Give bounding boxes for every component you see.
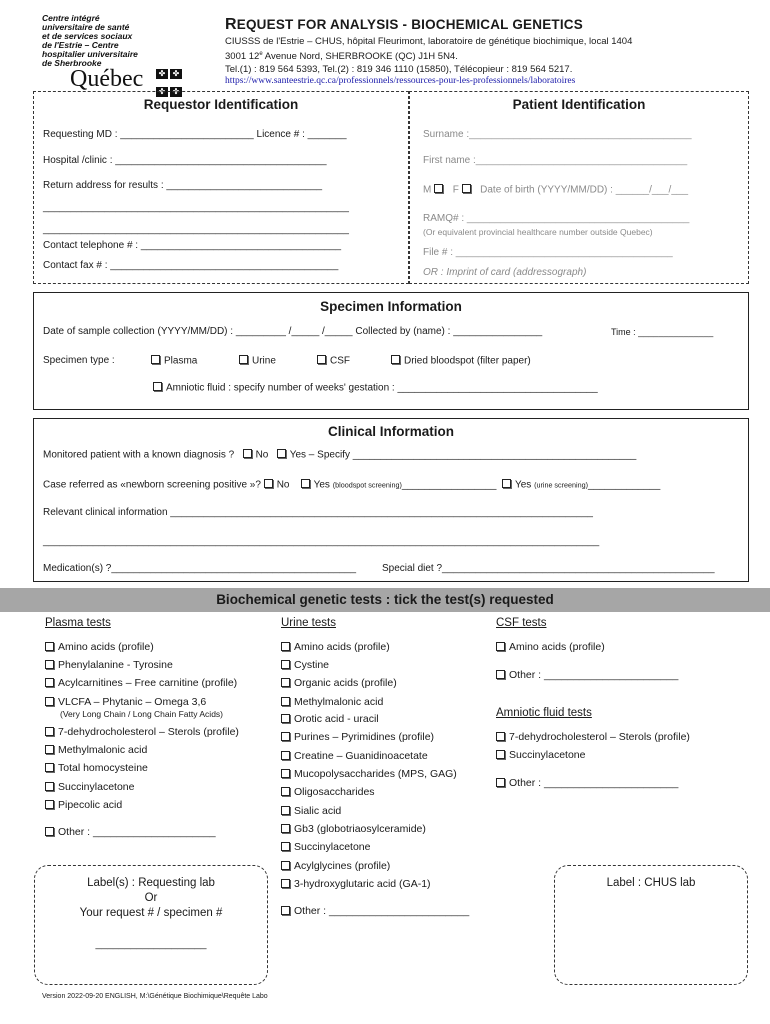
specimen-dried-bloodspot-option[interactable]: Dried bloodspot (filter paper) (391, 355, 531, 367)
logo-line: hospitalier universitaire (42, 49, 138, 59)
file-number-field[interactable]: File # : _______________________________________ (423, 247, 673, 258)
vlcfa-note: (Very Long Chain / Long Chain Fatty Acids) (60, 709, 224, 719)
lab-phone-line: Tel.(1) : 819 564 5393, Tel.(2) : 819 346 1110 (15850), Télécopieur : 819 564 5217. (225, 64, 573, 75)
checkbox-icon[interactable] (281, 751, 290, 760)
medication-field[interactable]: Medication(s) ?____________________________________________ (43, 563, 357, 574)
amniotic-test-option[interactable]: Succinylacetone (496, 749, 585, 761)
urine-tests-header: Urine tests (281, 617, 336, 629)
checkbox-icon[interactable] (281, 906, 290, 915)
plasma-test-option[interactable]: Pipecolic acid (45, 799, 122, 811)
sex-f-label: F (452, 184, 459, 196)
specimen-urine-option[interactable]: Urine (239, 355, 276, 367)
specimen-title: Specimen Information (320, 299, 462, 314)
sex-dob-row (423, 184, 688, 196)
referred-yes-urine-checkbox[interactable] (502, 479, 511, 488)
referred-no-checkbox[interactable] (264, 479, 273, 488)
checkbox-icon[interactable] (496, 778, 505, 787)
collection-date-field[interactable]: Date of sample collection (YYYY/MM/DD) : _________ /_____ /_____ Collected by (name) : ________________ (43, 326, 543, 337)
fleur-de-lys-icon: ✤ ✤ ✤ ✤ (156, 63, 186, 99)
urine-test-option[interactable]: Sialic acid (281, 805, 341, 817)
relevant-clinical-field[interactable]: Relevant clinical information ____________________________________________________________________________ (43, 507, 593, 518)
requestor-title: Requestor Identification (143, 97, 299, 112)
surname-field[interactable]: Surname :________________________________________ (423, 129, 692, 140)
checkbox-icon[interactable] (153, 382, 162, 391)
checkbox-icon[interactable] (45, 800, 54, 809)
checkbox-icon[interactable] (151, 355, 160, 364)
ramq-note: (Or equivalent provincial healthcare number outside Quebec) (423, 227, 653, 237)
urine-test-option[interactable]: Creatine – Guanidinoacetate (281, 750, 428, 762)
requesting-md-field[interactable]: Requesting MD : ________________________ Licence # : _______ (43, 129, 347, 140)
checkbox-icon[interactable] (496, 732, 505, 741)
lab-address-line2: 3001 12e Avenue Nord, SHERBROOKE (QC) J1H 5N4. (225, 51, 458, 63)
bloodspot-note: (bloodspot screening) (332, 480, 402, 490)
checkbox-icon[interactable] (45, 660, 54, 669)
checkbox-icon[interactable] (281, 678, 290, 687)
yes-specify-field[interactable]: Yes – Specify ___________________________________________________ (289, 449, 637, 461)
plasma-test-option[interactable]: Total homocysteine (45, 762, 148, 774)
urine-test-option[interactable]: Succinylacetone (281, 841, 370, 853)
monitored-question: Monitored patient with a known diagnosis ? (43, 449, 235, 461)
checkbox-icon[interactable] (281, 787, 290, 796)
relevant-clinical-line2[interactable]: ____________________________________________________________________________________________________ (43, 536, 600, 547)
csf-test-option[interactable]: Amino acids (profile) (496, 641, 605, 653)
amniotic-other-field[interactable]: Other : _______________________ (496, 777, 678, 789)
quebec-wordmark: Québec (70, 66, 144, 92)
requesting-lab-label-line1: Label(s) : Requesting lab (87, 877, 215, 889)
checkbox-icon[interactable] (281, 824, 290, 833)
csf-other-field[interactable]: Other : _______________________ (496, 669, 678, 681)
lab-website-link[interactable]: https://www.santeestrie.qc.ca/professionnels/ressources-pour-les-professionnels/laboratoires (225, 76, 576, 86)
monitored-patient-row (43, 449, 636, 461)
requesting-lab-blank[interactable]: ___________________ (95, 938, 207, 950)
urine-test-option[interactable]: Gb3 (globotriaosylceramide) (281, 823, 426, 835)
yes-label: Yes (514, 479, 532, 491)
referred-yes-bloodspot-checkbox[interactable] (301, 479, 310, 488)
bloodspot-blank[interactable]: _________________ (401, 479, 497, 491)
plasma-test-option[interactable]: Succinylacetone (45, 781, 134, 793)
checkbox-icon[interactable] (496, 750, 505, 759)
checkbox-icon[interactable] (45, 782, 54, 791)
checkbox-icon[interactable] (496, 642, 505, 651)
monitored-yes-checkbox[interactable] (277, 449, 286, 458)
contact-fax-field[interactable]: Contact fax # : _________________________________________ (43, 260, 339, 271)
amniotic-test-option[interactable]: 7-dehydrocholesterol – Sterols (profile) (496, 731, 690, 743)
logo-line: Centre intégré (42, 13, 100, 23)
chus-lab-label: Label : CHUS lab (606, 877, 696, 889)
urine-test-option[interactable]: Oligosaccharides (281, 786, 375, 798)
checkbox-icon[interactable] (239, 355, 248, 364)
newborn-screening-row (43, 479, 660, 491)
checkbox-icon[interactable] (45, 763, 54, 772)
checkbox-icon[interactable] (45, 697, 54, 706)
lab-address-line1: CIUSSS de l'Estrie – CHUS, hôpital Fleurimont, laboratoire de génétique biochimique, local 1404 (225, 36, 633, 47)
clinical-section (33, 418, 749, 582)
checkbox-icon[interactable] (281, 842, 290, 851)
checkbox-icon[interactable] (317, 355, 326, 364)
return-address-line2[interactable]: _______________________________________________________ (43, 202, 349, 213)
plasma-test-option[interactable]: VLCFA – Phytanic – Omega 3,6 (45, 696, 206, 708)
yes-label: Yes (313, 479, 330, 491)
checkbox-icon[interactable] (45, 727, 54, 736)
plasma-other-field[interactable]: Other : _____________________ (45, 826, 216, 838)
requesting-lab-label-line3: Your request # / specimen # (79, 907, 223, 919)
checkbox-icon[interactable] (45, 642, 54, 651)
logo-line: de l'Estrie – Centre (42, 40, 119, 50)
checkbox-icon[interactable] (45, 678, 54, 687)
return-address-line3[interactable]: _______________________________________________________ (43, 224, 349, 235)
plasma-test-option[interactable]: Acylcarnitines – Free carnitine (profile) (45, 677, 237, 689)
plasma-tests-header: Plasma tests (45, 617, 111, 629)
checkbox-icon[interactable] (281, 697, 290, 706)
contact-telephone-field[interactable]: Contact telephone # : ____________________________________ (43, 240, 342, 251)
plasma-test-option[interactable]: 7-dehydrocholesterol – Sterols (profile) (45, 726, 239, 738)
no-label: No (255, 449, 269, 461)
first-name-field[interactable]: First name :______________________________________ (423, 155, 688, 166)
checkbox-icon[interactable] (281, 714, 290, 723)
monitored-no-checkbox[interactable] (243, 449, 252, 458)
clinical-title: Clinical Information (327, 424, 454, 439)
referred-question: Case referred as «newborn screening positive »? (43, 479, 261, 491)
logo-line: et de services sociaux (42, 31, 133, 41)
urine-test-option[interactable]: Methylmalonic acid (281, 696, 383, 708)
institution-logo-text (42, 14, 138, 68)
form-title: REQUEST FOR ANALYSIS - BIOCHEMICAL GENETICS (225, 16, 583, 33)
plasma-test-option[interactable]: Amino acids (profile) (45, 641, 154, 653)
checkbox-icon[interactable] (281, 861, 290, 870)
checkbox-icon[interactable] (496, 670, 505, 679)
collection-time-field[interactable]: Time : _______________ (611, 327, 714, 337)
checkbox-icon[interactable] (45, 827, 54, 836)
checkbox-icon[interactable] (281, 769, 290, 778)
ramq-field[interactable]: RAMQ# : ________________________________________ (423, 213, 690, 224)
checkbox-icon[interactable] (281, 660, 290, 669)
dob-field[interactable]: Date of birth (YYYY/MM/DD) : ______/___/___ (480, 184, 689, 196)
return-address-field[interactable]: Return address for results : ____________________________ (43, 180, 323, 191)
csf-tests-header: CSF tests (496, 617, 547, 629)
logo-line: de Sherbrooke (42, 58, 102, 68)
urine-test-option[interactable]: Amino acids (profile) (281, 641, 390, 653)
urine-test-option[interactable]: Cystine (281, 659, 329, 671)
urine-test-option[interactable]: Mucopolysaccharides (MPS, GAG) (281, 768, 457, 780)
checkbox-icon[interactable] (281, 642, 290, 651)
checkbox-icon[interactable] (281, 732, 290, 741)
no-label: No (276, 479, 290, 491)
requesting-lab-label-line2: Or (144, 892, 158, 904)
urine-other-field[interactable]: Other : ________________________ (281, 905, 469, 917)
checkbox-icon[interactable] (281, 806, 290, 815)
checkbox-icon[interactable] (45, 745, 54, 754)
logo-line: universitaire de santé (42, 22, 130, 32)
checkbox-icon[interactable] (391, 355, 400, 364)
urine-test-option[interactable]: Organic acids (profile) (281, 677, 397, 689)
checkbox-icon[interactable] (281, 879, 290, 888)
plasma-test-option[interactable]: Phenylalanine - Tyrosine (45, 659, 173, 671)
urine-screening-note: (urine screening) (534, 480, 588, 490)
specimen-type-label: Specimen type : (43, 355, 115, 366)
urine-test-option[interactable]: 3-hydroxyglutaric acid (GA-1) (281, 878, 431, 890)
amniotic-tests-header: Amniotic fluid tests (496, 707, 592, 719)
special-diet-field[interactable]: Special diet ?_________________________________________________ (382, 563, 715, 574)
urine-test-option[interactable]: Purines – Pyrimidines (profile) (281, 731, 434, 743)
sex-m-checkbox[interactable] (434, 184, 443, 193)
urine-test-option[interactable]: Orotic acid - uracil (281, 713, 379, 725)
sex-m-label: M (423, 184, 432, 196)
specimen-amniotic-option[interactable]: Amniotic fluid : specify number of weeks' gestation : ____________________________________ (153, 382, 598, 394)
hospital-field[interactable]: Hospital /clinic : ______________________________________ (43, 155, 327, 166)
tests-band-title: Biochemical genetic tests : tick the test(s) requested (216, 592, 554, 607)
imprint-note: OR : Imprint of card (addressograph) (423, 267, 587, 278)
patient-title: Patient Identification (512, 97, 646, 112)
version-footer: Version 2022-09-20 ENGLISH, M:\Génétique Biochimique\Requête Labo (42, 993, 268, 1000)
urine-blank[interactable]: _____________ (588, 479, 661, 491)
specimen-plasma-option[interactable]: Plasma (151, 355, 197, 367)
specimen-csf-option[interactable]: CSF (317, 355, 350, 367)
urine-test-option[interactable]: Acylglycines (profile) (281, 860, 390, 872)
plasma-test-option[interactable]: Methylmalonic acid (45, 744, 147, 756)
sex-f-checkbox[interactable] (462, 184, 471, 193)
